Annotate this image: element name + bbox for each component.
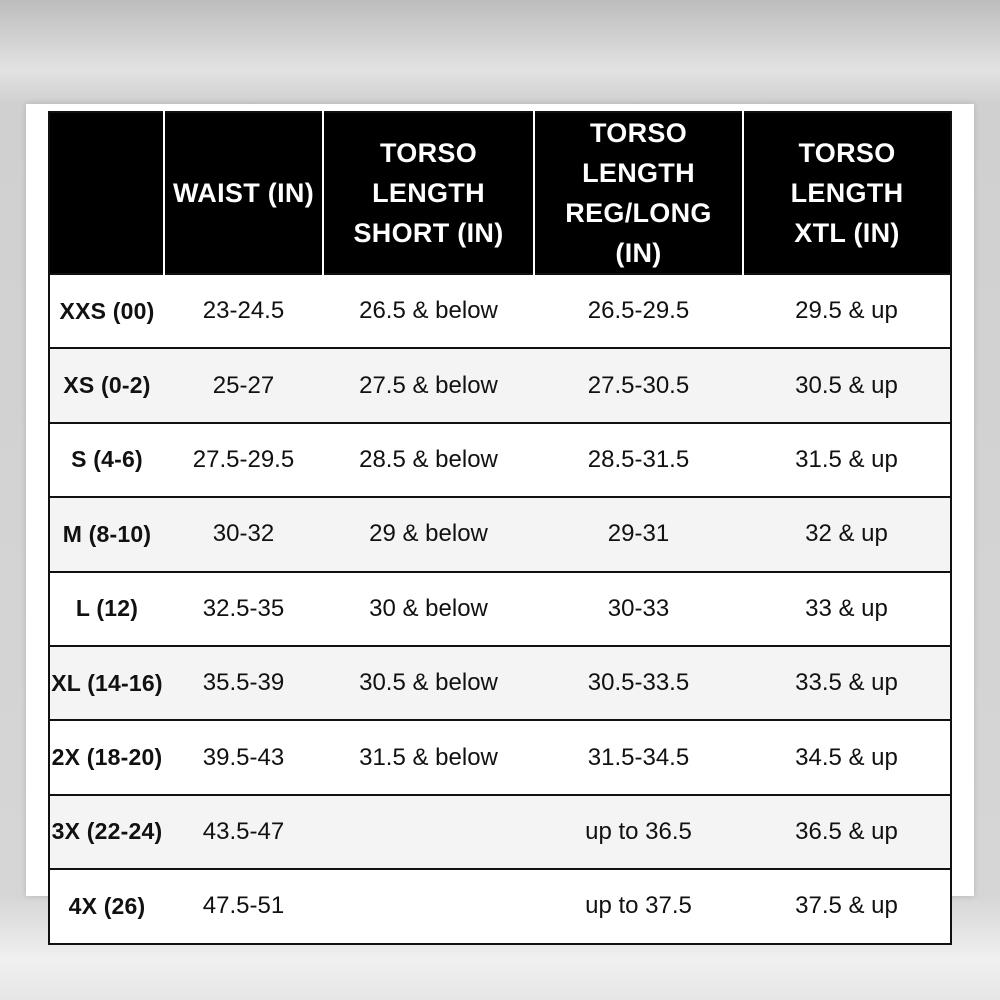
torso-reg-long-cell: 31.5-34.5 <box>534 720 743 794</box>
torso-xtl-cell: 33 & up <box>743 572 951 646</box>
table-row <box>49 274 951 348</box>
torso-reg-long-cell: up to 36.5 <box>534 795 743 869</box>
size-label: XS (0-2) <box>49 348 164 422</box>
size-label: M (8-10) <box>49 497 164 571</box>
header-torso-short-line-2: SHORT (IN) <box>353 218 504 248</box>
header-row <box>49 112 951 274</box>
size-chart-card <box>26 104 974 920</box>
waist-cell: 39.5-43 <box>164 720 323 794</box>
torso-xtl-cell: 30.5 & up <box>743 348 951 422</box>
header-waist-line-1: WAIST (IN) <box>173 178 314 208</box>
size-label: XL (14-16) <box>49 646 164 720</box>
table-row <box>49 646 951 720</box>
table-header <box>49 112 951 274</box>
torso-short-cell: 26.5 & below <box>323 274 534 348</box>
torso-reg-long-cell: up to 37.5 <box>534 869 743 943</box>
torso-reg-long-cell: 29-31 <box>534 497 743 571</box>
header-torso-xtl <box>743 112 951 274</box>
header-size-corner <box>49 112 164 274</box>
torso-xtl-cell: 37.5 & up <box>743 869 951 943</box>
header-waist <box>164 112 323 274</box>
torso-xtl-cell: 34.5 & up <box>743 720 951 794</box>
table-row <box>49 423 951 497</box>
waist-cell: 43.5-47 <box>164 795 323 869</box>
header-torso-xtl-line-1: TORSO LENGTH <box>790 138 904 208</box>
torso-reg-long-cell: 27.5-30.5 <box>534 348 743 422</box>
torso-xtl-cell: 33.5 & up <box>743 646 951 720</box>
header-torso-short <box>323 112 534 274</box>
table-row <box>49 720 951 794</box>
torso-short-cell: 30 & below <box>323 572 534 646</box>
waist-cell: 30-32 <box>164 497 323 571</box>
size-label: L (12) <box>49 572 164 646</box>
torso-reg-long-cell: 26.5-29.5 <box>534 274 743 348</box>
header-torso-short-line-1: TORSO LENGTH <box>372 138 485 208</box>
size-chart-table <box>48 111 952 945</box>
waist-cell: 47.5-51 <box>164 869 323 943</box>
header-torso-reg-long <box>534 112 743 274</box>
torso-short-cell <box>323 869 534 943</box>
table-row <box>49 572 951 646</box>
torso-short-cell: 31.5 & below <box>323 720 534 794</box>
torso-short-cell: 28.5 & below <box>323 423 534 497</box>
table-row <box>49 497 951 571</box>
torso-xtl-cell: 32 & up <box>743 497 951 571</box>
table-row <box>49 869 951 943</box>
table-row <box>49 348 951 422</box>
size-label: XXS (00) <box>49 274 164 348</box>
torso-short-cell <box>323 795 534 869</box>
header-torso-reg-long-line-1: TORSO LENGTH <box>582 118 695 188</box>
waist-cell: 35.5-39 <box>164 646 323 720</box>
table-body <box>49 274 951 944</box>
header-torso-xtl-line-2: XTL (IN) <box>794 218 900 248</box>
waist-cell: 23-24.5 <box>164 274 323 348</box>
torso-reg-long-cell: 30-33 <box>534 572 743 646</box>
torso-reg-long-cell: 30.5-33.5 <box>534 646 743 720</box>
size-label: S (4-6) <box>49 423 164 497</box>
waist-cell: 25-27 <box>164 348 323 422</box>
size-label: 2X (18-20) <box>49 720 164 794</box>
size-label: 3X (22-24) <box>49 795 164 869</box>
torso-short-cell: 29 & below <box>323 497 534 571</box>
waist-cell: 27.5-29.5 <box>164 423 323 497</box>
torso-xtl-cell: 29.5 & up <box>743 274 951 348</box>
torso-short-cell: 30.5 & below <box>323 646 534 720</box>
waist-cell: 32.5-35 <box>164 572 323 646</box>
torso-xtl-cell: 36.5 & up <box>743 795 951 869</box>
table-row <box>49 795 951 869</box>
header-torso-reg-long-line-2: REG/LONG (IN) <box>565 198 712 268</box>
torso-xtl-cell: 31.5 & up <box>743 423 951 497</box>
size-label: 4X (26) <box>49 869 164 943</box>
torso-reg-long-cell: 28.5-31.5 <box>534 423 743 497</box>
torso-short-cell: 27.5 & below <box>323 348 534 422</box>
